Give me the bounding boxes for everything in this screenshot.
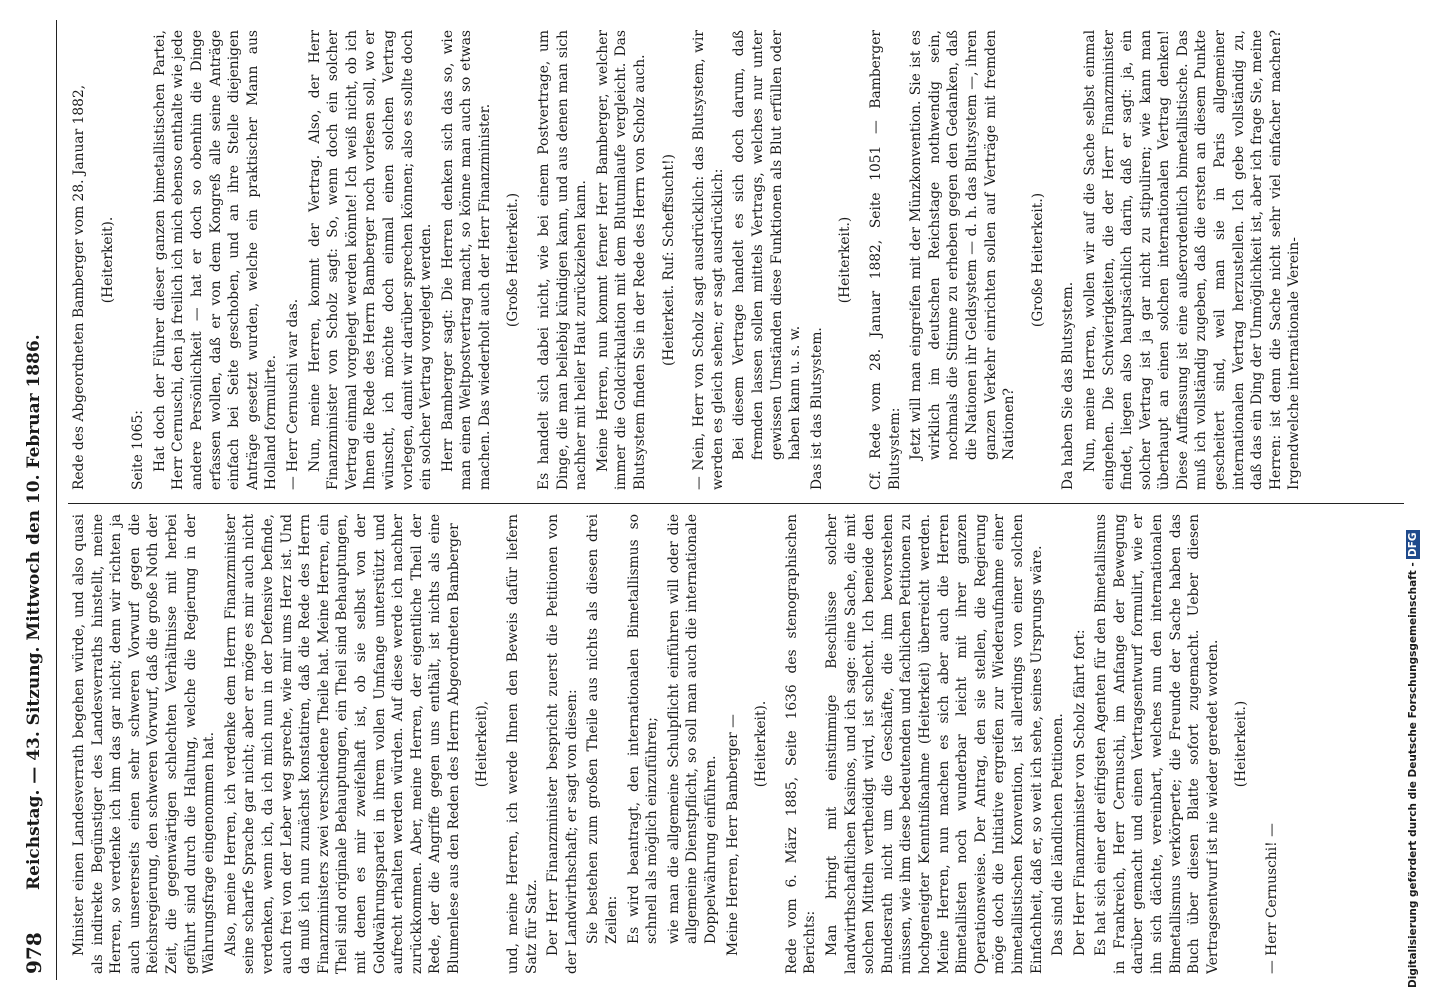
remark-line: (Große Heiterkeit.) [1029, 192, 1046, 328]
dfg-badge: DFG [1407, 532, 1419, 557]
left-column [70, 514, 1400, 974]
paragraph: Der Herr Finanzminister von Scholz fährt fort: [1071, 629, 1088, 956]
paragraph: Hat doch der Führer dieser ganzen bimetallistischen Partei, Herr Cernuschi, den ja freilich ich mich ebenso enthalte wie jede andere Persönlichkeit — hat er doch so obenhin die Dinge erfassen wollen, daß er von dem Kongreß alle seine Anträge einfach bei Seite geschoben, und an ihre Stelle diejenigen Anträge gesetzt wurden, welche ein praktischer Mann aus Holland formulirte. [151, 30, 280, 490]
page-title: Reichstag. — 43. Sitzung. Mittwoch den 10. Februar 1886. [24, 334, 44, 890]
remark-line: (Heiterkeit), [474, 700, 491, 788]
paragraph: Es wird beantragt, den internationalen Bimetallismus so schnell als möglich einzuführen; [625, 514, 661, 944]
remark-line: (Heiterkeit). [753, 700, 770, 788]
paragraph: Bei diesem Vertrage handelt es sich doch darum, daß fremden lassen sollen mittels Vertrags, welches nur unter gewissen Umständen diese Funktionen als Blut erfüllen oder haben kann u. s. w. [731, 30, 804, 460]
paragraph: Herr Bamberger sagt: Die Herren denken sich das so, wie man einen Weltpostvertrag macht, so könne man auch so etwas machen. Das wiederholt auch der Herr Finanzminister. [439, 30, 493, 490]
paragraph: wie man die allgemeine Schulpflicht einführen will oder die allgemeine Dienstpflicht, so soll man auch die internationale Doppelwährung einführen. [665, 514, 719, 944]
remark-line: (Große Heiterkeit.) [505, 192, 522, 328]
remark-line: (Heiterkeit.) [837, 216, 854, 304]
paragraph: Nun, meine Herren, wollen wir auf die Sache selbst einmal eingehen. Die Schwierigkeiten, die der Herr Finanzminister findet, liegen also hauptsächlich darin, daß er sagt: ja, ein solcher Vertrag ist ja gar nicht zu stipuliren; wie kann man überhaupt an einen solchen internationalen Vertrag denken! Diese Auffassung ist eine außerordentlich bimetallistische. Das muß ich vollständig zugeben, daß die ersten an diesem Punkte gescheitert sind, weil man sie in Paris allgemeiner internationalen Vertrag herzustellen. Ich gebe vollständig zu, daß das ein Ding der Unmöglichkeit ist, aber ich frage Sie, meine Herren: ist denn die Sache nicht sehr viel einfacher machen? Irgendwelche internationale Verein- [1081, 30, 1303, 490]
column-divider [68, 503, 1404, 504]
paragraph: Der Herr Finanzminister bespricht zuerst die Petitionen von der Landwirthschaft; er sagt von diesen: [545, 514, 580, 974]
paragraph: Das ist das Blutsystem. [808, 327, 825, 490]
paragraph: Rede des Abgeordneten Bamberger vom 28. Januar 1882, [71, 84, 87, 490]
paragraph: Meine Herren, Herr Bamberger — [724, 714, 741, 956]
paragraph: Nun, meine Herren, kommt der Vertrag. Also, der Herr Finanzminister von Scholz sagt: So, wenn doch ein solcher Vertrag einmal vorgelegt werden könnte! Ich weiß nicht, ob ich Ihnen die Rede des Herrn Bamberger noch vorlesen soll, wo er wünscht, ich möchte doch einmal einen solchen Vertrag vorlegen, damit wir darüber sprechen können; also es sollte doch ein solcher Vertrag vorgelegt werden. [306, 30, 435, 490]
digitization-text: Digitalisierung gefördert durch die Deutsche Forschungsgemeinschaft - [1407, 562, 1419, 988]
paragraph: Minister einen Landesverrath begehen würde, und also quasi als indirekte Begünstiger des Landesverraths hinstellt, meine Herren, so verdenke ich ihm das gar nicht; denn wir richten ja auch unsererseits einen sehr schweren Vorwurf gegen die Reichsregierung, den schweren Vorwurf, daß die große Noth der Zeit, die gegenwärtigen schlechten Verhältnisse mit herbei geführt sind durch die Haltung, welche die Regierung in der Währungsfrage eingenommen hat. [71, 514, 218, 974]
paragraph: Meine Herren, nun kommt ferner Herr Bamberger, welcher immer die Goldcirkulation mit dem Blutumlaufe vergleicht. Das Blutsystem finden Sie in der Rede des Herrn von Scholz auch. [594, 30, 649, 490]
paragraph: Seite 1065: [130, 410, 147, 490]
paragraph: — Herr Cernuschi! — [1264, 823, 1281, 974]
remark-line: (Heiterkeit. Ruf: Scheffsucht!) [660, 153, 677, 367]
paragraph: — Herr Cernuschi war das. [284, 298, 301, 490]
paragraph: und, meine Herren, ich werde Ihnen den Beweis dafür liefern Satz für Satz. [505, 514, 540, 974]
rotated-page [8, 20, 1408, 980]
paragraph: Man bringt mit einstimmige Beschlüsse solcher landwirthschaftlichen Kasinos, und ich sage: eine Sache, die mit solchen Mitteln vertheidigt wird, ist schlecht. Ich beneide den Bundesrath nicht um die Geschäfte, die ihm bevorstehen müssen, wie ihm diese bedeutenden und fachlichen Petitionen zu hochgeneigter Kenntnißnahme (Heiterkeit) überreicht werden. Meine Herren, nun machen es sich aber auch die Herren Bimetallisten noch wunderbar leicht mit ihrer ganzen Operationsweise. Der Antrag, den sie stellen, die Regierung möge doch die Initiative ergreifen zur Wiederaufnahme einer bimetallistischen Konvention, ist allerdings von einer solchen Einfachheit, daß er, so weit ich sehe, seines Ursprungs wäre. [823, 514, 1045, 974]
paragraph: Sie bestehen zum großen Theile aus nichts als diesen drei Zeilen: [585, 514, 621, 944]
remark-line: (Heiterkeit). [99, 216, 116, 304]
paragraph: Es handelt sich dabei nicht, wie bei einem Postvertrage, um Dinge, die man beliebig kündigen kann, und aus denen man sich nachher mit heiler Haut zurückziehen kann. [536, 30, 590, 490]
page-header [8, 20, 57, 980]
paragraph: — Nein, Herr von Scholz sagt ausdrücklich: das Blutsystem, wir werden es gleich sehen; er sagt ausdrücklich: [691, 30, 726, 490]
paragraph: Also, meine Herren, ich verdenke dem Herrn Finanzminister seine scharfe Sprache gar nicht; aber er möge es mir auch nicht verdenken, wenn ich, da ich mich nun in der Defensive befinde, auch frei von der Leber weg spreche, wie mir ums Herz ist. Und da muß ich nun zunächst konstatiren, daß die Rede des Herrn Finanzministers zwei verschiedene Theile hat. Meine Herren, ein Theil sind originale Behauptungen, ein Theil sind Behauptungen, mit denen es mir zweifelhaft ist, ob sie selbst von der Goldwährungspartei in ihrem vollen Umfange unterstützt und aufrecht erhalten werden würden. Auf diese werde ich nachher zurückkommen. Aber, meine Herren, der eigentliche Theil der Rede, der die Angriffe gegen uns enthält, ist nichts als eine Blumenlese aus den Reden des Herrn Abgeordneten Bamberger [222, 514, 462, 974]
page-number: 978 [22, 932, 46, 974]
paragraph: Cf. Rede vom 28. Januar 1882, Seite 1051 — Bamberger Blutsystem: [867, 30, 903, 490]
right-column [70, 30, 1400, 490]
paragraph: Jetzt will man eingreifen mit der Münzkonvention. Sie ist es wirklich im deutschen Reichstage nothwendig sein, nochmals die Stimme zu erheben gegen den Gedanken, daß die Nationen ihr Geldsystem — d. h. das Blutsystem —, ihren ganzen Verkehr einrichten sollen auf Verträge mit fremden Nationen? [908, 30, 1018, 460]
paragraph: Das sind die ländlichen Petitionen. [1050, 713, 1067, 956]
remark-line: (Heiterkeit.) [1233, 700, 1250, 788]
digitization-note [1400, 16, 1428, 988]
paragraph: Es hat sich einer der eifrigsten Agenten für den Bimetallismus in Frankreich, Herr Cernuschi, im Anfange der Bewegung darüber gemacht und einen Vertragsentwurf formulirt, wie er ihn sich dächte, vereinbart, welches nun den internationalen Bimetallismus verkörperte; die Freunde der Sache haben das Buch über diesen Blatte sofort zugemacht. Ueber diesen Vertragsentwurf ist nie wieder geredet worden. [1093, 514, 1221, 974]
paragraph: Rede vom 6. März 1885, Seite 1636 des stenographischen Berichts: [783, 514, 819, 974]
paragraph: Da haben Sie das Blutsystem. [1060, 281, 1077, 490]
